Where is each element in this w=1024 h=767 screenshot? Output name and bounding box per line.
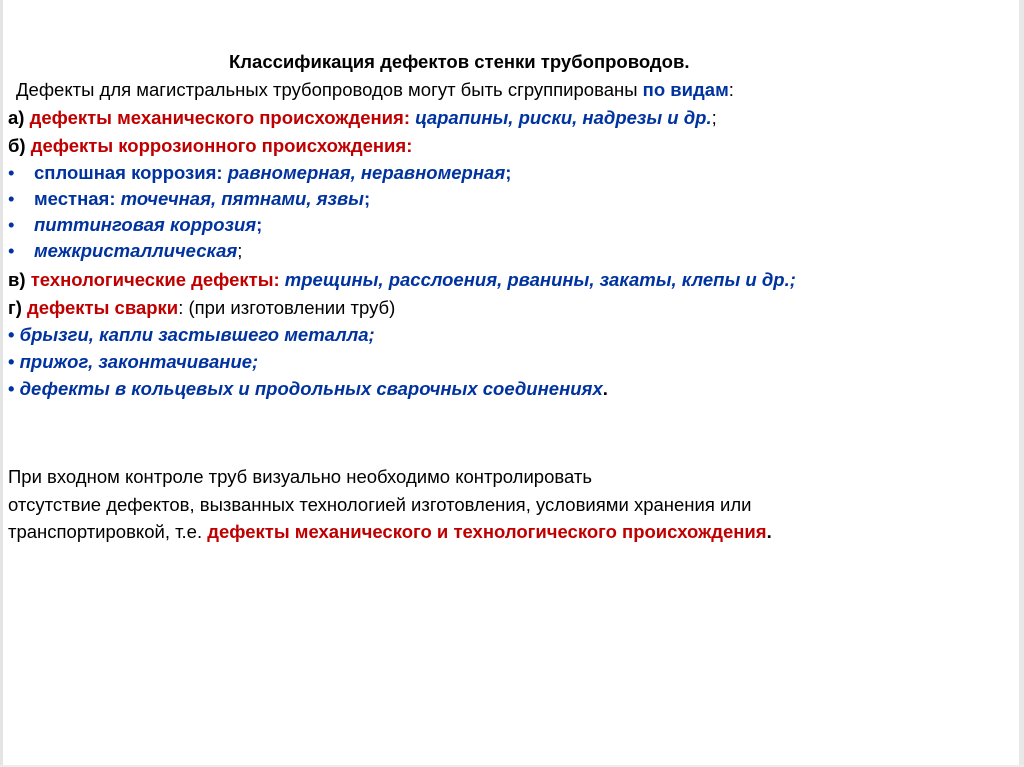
list-item-end: ; xyxy=(505,162,512,183)
group-g-note: : (при изготовлении труб) xyxy=(178,297,396,318)
page-title: Классификация дефектов стенки трубопроводов. xyxy=(229,51,690,72)
list-item xyxy=(8,239,242,263)
bullet-icon: • xyxy=(8,324,15,345)
bullet-icon: • xyxy=(8,214,15,235)
conclusion-text: транспортировкой, т.е. xyxy=(8,521,208,542)
intro-end: : xyxy=(728,79,734,100)
slide-border-left xyxy=(0,0,3,767)
slide-border-right xyxy=(1019,0,1024,767)
group-g-prefix: г) xyxy=(8,297,28,318)
list-item xyxy=(8,213,262,237)
conclusion-end: . xyxy=(766,521,772,542)
group-v-items: трещины, расслоения, рванины, закаты, клепы и др.; xyxy=(279,269,796,290)
list-item-end: ; xyxy=(237,240,243,261)
group-g-line xyxy=(8,296,395,320)
group-a-end: ; xyxy=(711,107,717,128)
list-item xyxy=(8,323,375,347)
group-v-label: технологические дефекты: xyxy=(30,269,280,290)
group-a-prefix: а) xyxy=(8,107,30,128)
conclusion-line-1: При входном контроле труб визуально необходимо контролировать xyxy=(8,466,592,487)
bullet-icon: • xyxy=(8,240,15,261)
group-v-line xyxy=(8,268,796,292)
intro-highlight: по видам xyxy=(642,79,729,100)
list-item xyxy=(8,377,608,401)
list-item-value: питтинговая коррозия xyxy=(34,214,257,235)
list-item-value: межкристаллическая xyxy=(34,240,238,261)
conclusion-highlight: дефекты механического и технологического происхождения xyxy=(207,521,767,542)
group-a-line xyxy=(8,106,717,130)
bullet-icon: • xyxy=(8,351,15,372)
group-a-label: дефекты механического происхождения: xyxy=(29,107,410,128)
group-b-prefix: б) xyxy=(8,135,31,156)
group-b-label: дефекты коррозионного происхождения: xyxy=(30,135,413,156)
intro-line xyxy=(16,78,734,102)
bullet-icon: • xyxy=(8,378,15,399)
list-item-end: ; xyxy=(363,188,371,209)
bullet-icon: • xyxy=(8,188,15,209)
conclusion-line-2: отсутствие дефектов, вызванных технологией изготовления, условиями хранения или xyxy=(8,494,752,515)
list-item-value: дефекты в кольцевых и продольных сварочных соединениях xyxy=(14,378,603,399)
list-item xyxy=(8,161,511,185)
list-item-value: прижог, законтачивание; xyxy=(14,351,259,372)
list-item xyxy=(8,350,258,374)
intro-text: Дефекты для магистральных трубопроводов могут быть сгруппированы xyxy=(16,79,643,100)
list-item-value: точечная, пятнами, язвы xyxy=(115,188,364,209)
list-item-value: равномерная, неравномерная xyxy=(222,162,506,183)
list-item-end: ; xyxy=(256,214,263,235)
list-item-term: сплошная коррозия: xyxy=(34,162,223,183)
conclusion-line-3 xyxy=(8,520,772,544)
list-item-end: . xyxy=(602,378,608,399)
list-item-term: местная: xyxy=(34,188,116,209)
group-b-line xyxy=(8,134,412,158)
group-a-items: царапины, риски, надрезы и др. xyxy=(410,107,712,128)
group-g-label: дефекты сварки xyxy=(27,297,179,318)
group-v-prefix: в) xyxy=(8,269,31,290)
bullet-icon: • xyxy=(8,162,15,183)
list-item-value: брызги, капли застывшего металла; xyxy=(14,324,375,345)
list-item xyxy=(8,187,370,211)
